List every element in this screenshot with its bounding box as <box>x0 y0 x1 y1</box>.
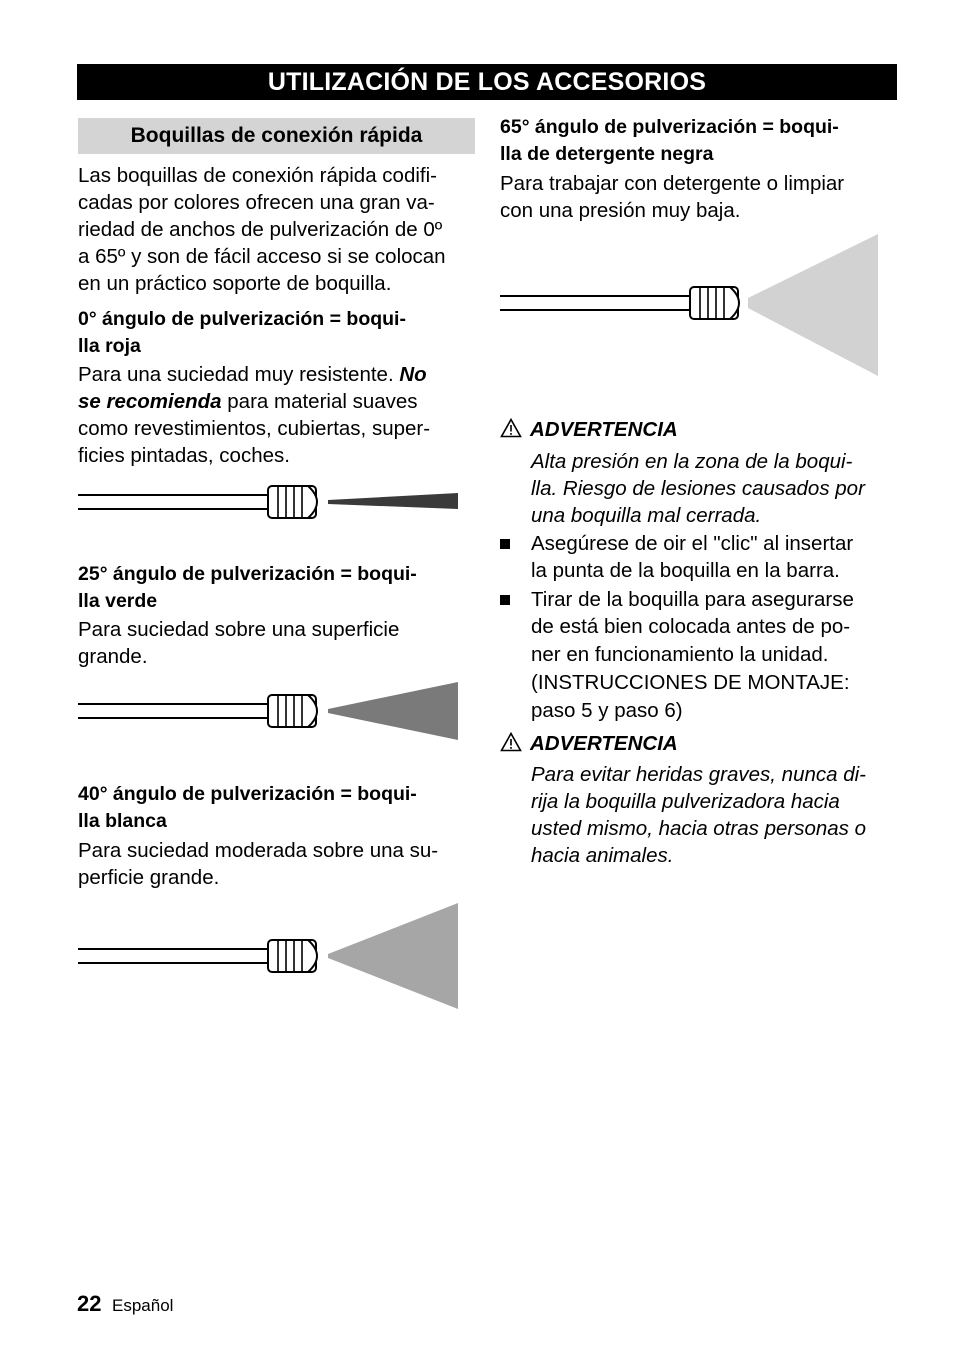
bullet-text: Tirar de la boquilla para asegurarse <box>531 588 854 611</box>
green-nozzle-heading: 25° ángulo de pulverización = boqui- <box>78 563 417 585</box>
green-nozzle-text: Para suciedad sobre una superficie <box>78 618 400 641</box>
green-nozzle-text: grande. <box>78 645 148 668</box>
red-nozzle-heading: 0° ángulo de pulverización = boqui- <box>78 308 406 330</box>
bullet-text: (INSTRUCCIONES DE MONTAJE: <box>531 671 850 694</box>
warning-triangle-icon <box>500 418 522 438</box>
warning-text: rija la boquilla pulverizadora hacia <box>531 790 840 813</box>
page-title: UTILIZACIÓN DE LOS ACCESORIOS <box>77 64 897 100</box>
warning-triangle-icon <box>500 732 522 752</box>
red-nozzle-text <box>78 361 427 388</box>
green-nozzle-illustration <box>78 682 460 740</box>
bullet-text: Asegúrese de oir el "clic" al insertar <box>531 532 854 555</box>
warning-text: Alta presión en la zona de la boqui- <box>531 450 853 473</box>
warning-text: lla. Riesgo de lesiones causados por <box>531 477 865 500</box>
spray-cone <box>328 903 458 1009</box>
bullet-text: ner en funcionamiento la unidad. <box>531 643 829 666</box>
red-nozzle-heading-cont: lla roja <box>78 335 141 357</box>
warning-title <box>500 730 678 757</box>
intro-line: en un práctico soporte de boquilla. <box>78 272 392 295</box>
black-nozzle-text: Para trabajar con detergente o limpiar <box>500 172 845 195</box>
intro-line: Las boquillas de conexión rápida codifi- <box>78 164 437 187</box>
intro-line: a 65º y son de fácil acceso si se colocan <box>78 245 446 268</box>
warning-title-text: ADVERTENCIA <box>530 732 678 755</box>
warning-text: usted mismo, hacia otras personas o <box>531 817 866 840</box>
intro-line: riedad de anchos de pulverización de 0º <box>78 218 443 241</box>
bullet-marker <box>500 595 510 605</box>
black-nozzle-text: con una presión muy baja. <box>500 199 741 222</box>
white-nozzle-text: perficie grande. <box>78 866 220 889</box>
emphasis-text: No <box>399 363 427 386</box>
spray-cone <box>328 493 458 509</box>
section-title: Boquillas de conexión rápida <box>78 118 475 154</box>
warning-text: hacia animales. <box>531 844 674 867</box>
text-span: para material suaves <box>221 390 418 413</box>
black-nozzle-illustration <box>500 234 880 376</box>
white-nozzle-illustration <box>78 903 460 1009</box>
red-nozzle-text: ficies pintadas, coches. <box>78 444 290 467</box>
bullet-text: paso 5 y paso 6) <box>531 699 683 722</box>
white-nozzle-text: Para suciedad moderada sobre una su- <box>78 839 439 862</box>
white-nozzle-heading: 40° ángulo de pulverización = boqui- <box>78 783 417 805</box>
warning-text: Para evitar heridas graves, nunca di- <box>531 763 867 786</box>
bullet-text: de está bien colocada antes de po- <box>531 615 851 638</box>
page-number: 22 <box>77 1291 102 1316</box>
black-nozzle-heading-cont: lla de detergente negra <box>500 143 714 165</box>
black-nozzle-heading: 65° ángulo de pulverización = boqui- <box>500 116 839 138</box>
warning-title-text: ADVERTENCIA <box>530 418 678 441</box>
intro-line: cadas por colores ofrecen una gran va- <box>78 191 435 214</box>
white-nozzle-heading-cont: lla blanca <box>78 810 167 832</box>
emphasis-text: se recomienda <box>78 390 222 413</box>
warning-text: una boquilla mal cerrada. <box>531 504 762 527</box>
spray-cone <box>328 682 458 740</box>
warning-title <box>500 416 678 443</box>
footer-language: Español <box>112 1296 174 1315</box>
red-nozzle-illustration <box>78 480 460 524</box>
bullet-text: la punta de la boquilla en la barra. <box>531 559 840 582</box>
red-nozzle-text: como revestimientos, cubiertas, super- <box>78 417 431 440</box>
bullet-marker <box>500 539 510 549</box>
green-nozzle-heading-cont: lla verde <box>78 590 158 612</box>
red-nozzle-text <box>78 388 418 415</box>
text-span: Para una suciedad muy resistente. <box>78 363 400 386</box>
spray-cone <box>748 234 878 376</box>
